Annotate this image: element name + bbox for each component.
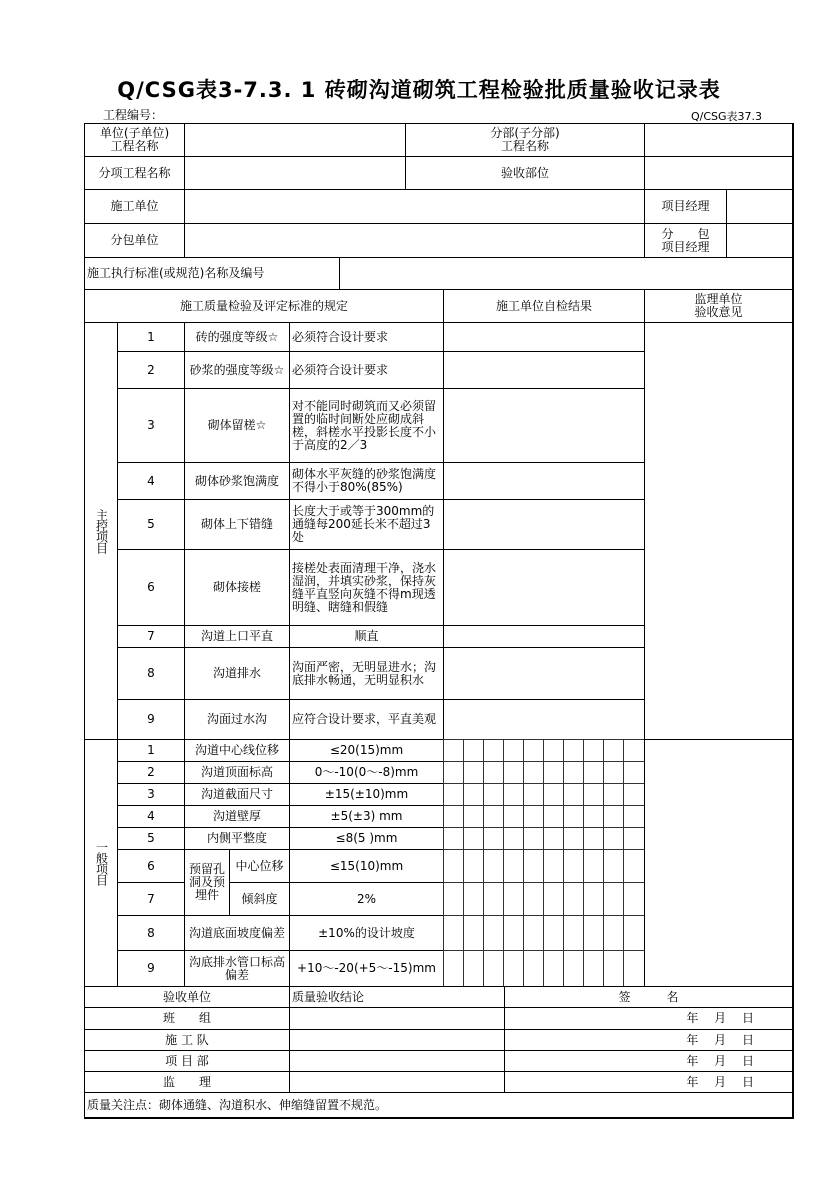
main-item-standard [289,625,444,648]
main-item-standard [289,499,444,550]
supervisor-opinion-header-text: 监理单位 验收意见 [694,292,743,319]
measurement-cell[interactable] [603,915,624,951]
general-item-name [184,915,290,951]
main-item-no-text: 5 [147,517,155,531]
sign-header-text: 签 名 [618,989,679,1004]
measurement-cell[interactable] [483,761,504,784]
main-item-name-text: 砖的强度等级☆ [195,329,279,344]
division-project-field[interactable] [644,123,793,157]
general-item-standard-text: 2% [356,891,377,906]
sub-item-project-label-text: 分项工程名称 [98,165,171,180]
self-check-header [443,289,645,323]
general-item-standard [289,827,444,850]
measurement-cell[interactable] [583,950,604,987]
general-item-name-text: 沟底排水管口标高偏差 [188,954,285,982]
acceptance-part-field[interactable] [644,156,793,190]
measurement-cell[interactable] [623,915,645,951]
project-manager-label [644,189,727,224]
measurement-cell[interactable] [623,761,645,784]
main-item-no [117,625,185,648]
main-item-name-text: 沟道排水 [212,666,261,680]
measurement-cell[interactable] [503,739,524,762]
general-item-standard [289,849,444,883]
sign-date-field-text: 年 月 日 [686,1011,754,1025]
main-item-no-text: 4 [147,473,155,488]
measurement-cell[interactable] [523,761,544,784]
division-project-label-text: 分部(子分部) 工程名称 [490,126,560,153]
main-item-no [117,499,185,550]
measurement-cell[interactable] [483,783,504,806]
main-item-standard-text: 沟面严密，无明显进水；沟底排水畅通，无明显积水 [292,659,437,687]
general-item-name-text: 沟道壁厚 [212,809,261,823]
measurement-cell[interactable] [543,915,564,951]
main-item-result[interactable] [443,462,645,500]
main-item-result[interactable] [443,322,645,352]
measurement-cell[interactable] [543,761,564,784]
supervisor-opinion-header [644,289,793,323]
measurement-cell[interactable] [523,950,544,987]
main-item-no-text: 2 [147,362,155,377]
main-item-name [184,647,290,700]
main-item-standard [289,388,444,463]
standard-name-label-text: 施工执行标准(或规范)名称及编号 [87,266,265,280]
main-item-name [184,388,290,463]
measurement-cell[interactable] [543,739,564,762]
general-item-no [117,805,185,828]
acceptance-part-label-text: 验收部位 [500,165,549,180]
main-item-result[interactable] [443,499,645,550]
acceptance-unit-name [84,1050,290,1072]
main-item-result[interactable] [443,351,645,389]
page-title: Q/CSG表3-7.3. 1 砖砌沟道砌筑工程检验批质量验收记录表 [117,78,721,102]
general-item-no-text: 4 [147,809,155,823]
measurement-cell[interactable] [463,915,484,951]
self-check-header-text: 施工单位自检结果 [495,298,592,313]
measurement-cell[interactable] [563,849,584,883]
measurement-cell[interactable] [523,849,544,883]
main-item-standard [289,549,444,626]
general-item-standard-text: ±15(±10)mm [324,787,409,801]
general-item-no [117,761,185,784]
construction-unit-label [84,189,185,224]
measurement-cell[interactable] [543,950,564,987]
acceptance-unit-name [84,1007,290,1030]
measurement-cell[interactable] [523,805,544,828]
measurement-cell[interactable] [503,783,524,806]
main-item-no [117,647,185,700]
acceptance-unit-header [84,986,290,1008]
measurement-cell[interactable] [623,805,645,828]
quality-spec-header [84,289,444,323]
measurement-cell[interactable] [503,805,524,828]
general-item-name [184,827,290,850]
main-item-standard [289,462,444,500]
sign-header [504,986,793,1008]
measurement-cell[interactable] [603,849,624,883]
subcontract-manager-label-text: 分 包 项目经理 [661,226,710,254]
measurement-cell[interactable] [583,761,604,784]
measurement-cell[interactable] [583,882,604,916]
measurement-cell[interactable] [503,882,524,916]
general-item-name-text: 沟道截面尺寸 [200,787,273,801]
general-item-name [229,882,290,916]
general-item-standard [289,915,444,951]
measurement-cell[interactable] [623,882,645,916]
main-control-label [84,322,118,740]
measurement-cell[interactable] [483,882,504,916]
main-item-no [117,699,185,740]
general-item-standard [289,761,444,784]
main-item-standard-text: 接槎处表面清理干净，浇水湿润，并填实砂浆，保持灰缝平直竖向灰缝不得m现透明缝、瞎缝和假缝 [292,560,437,614]
main-item-name [184,499,290,550]
main-item-no [117,351,185,389]
measurement-cell[interactable] [563,783,584,806]
measurement-cell[interactable] [623,783,645,806]
measurement-cell[interactable] [563,827,584,850]
main-item-standard-text: 顺直 [354,629,379,643]
general-item-no [117,950,185,987]
measurement-cell[interactable] [503,761,524,784]
main-item-no [117,549,185,626]
main-item-standard [289,647,444,700]
conclusion-field[interactable] [289,1029,505,1051]
main-item-name [184,351,290,389]
general-items-label-text: 一般项目 [94,841,109,885]
measurement-cell[interactable] [503,827,524,850]
main-item-no [117,322,185,352]
measurement-cell[interactable] [623,950,645,987]
general-item-no [117,827,185,850]
measurement-cell[interactable] [563,950,584,987]
measurement-cell[interactable] [583,915,604,951]
general-item-name [184,783,290,806]
measurement-cell[interactable] [483,739,504,762]
measurement-cell[interactable] [443,783,464,806]
main-item-name [184,699,290,740]
unit-project-label-text: 单位(子单位) 工程名称 [99,126,170,153]
general-item-no-text: 1 [147,743,155,757]
measurement-cell[interactable] [603,761,624,784]
measurement-cell[interactable] [543,827,564,850]
measurement-cell[interactable] [463,805,484,828]
general-item-standard-text: ≤20(15)mm [329,743,404,757]
general-item-name-text: 内侧平整度 [206,831,267,845]
main-item-no [117,462,185,500]
general-item-no [117,783,185,806]
measurement-cell[interactable] [463,827,484,850]
general-item-standard [289,783,444,806]
project-manager-label-text: 项目经理 [661,199,710,213]
measurement-cell[interactable] [483,849,504,883]
measurement-cell[interactable] [443,739,464,762]
measurement-cell[interactable] [463,882,484,916]
measurement-cell[interactable] [503,950,524,987]
sign-date-field[interactable] [504,1029,793,1051]
subcontract-unit-label-text: 分包单位 [110,233,159,247]
acceptance-unit-name [84,1029,290,1051]
general-item-no-text: 7 [147,891,155,906]
measurement-cell[interactable] [623,849,645,883]
main-item-name-text: 沟道上口平直 [200,629,273,643]
acceptance-unit-header-text: 验收单位 [162,989,211,1004]
general-item-no-text: 3 [147,787,155,801]
subcontract-manager-label [644,223,727,258]
measurement-cell[interactable] [563,739,584,762]
main-item-name-text: 砌体留槎☆ [207,418,267,432]
measurement-cell[interactable] [563,915,584,951]
general-item-standard-text: ≤15(10)mm [329,858,404,873]
construction-unit-field[interactable] [184,189,645,224]
general-supervisor-opinion-field[interactable] [644,739,793,987]
conclusion-field[interactable] [289,1050,505,1072]
general-item-name [184,739,290,762]
standard-name-label [84,257,340,290]
subcontract-unit-field[interactable] [184,223,645,258]
general-item-standard-text: +10～-20(+5～-15)mm [297,961,436,975]
general-item-name-text: 沟道底面坡度偏差 [188,925,285,940]
measurement-cell[interactable] [463,849,484,883]
main-item-no [117,388,185,463]
general-item-name-text: 沟道顶面标高 [200,765,273,779]
general-item-no-text: 5 [147,831,155,845]
measurement-cell[interactable] [603,950,624,987]
measurement-cell[interactable] [583,783,604,806]
general-item-name-text: 中心位移 [235,858,284,873]
main-item-result[interactable] [443,625,645,648]
general-item-standard [289,882,444,916]
acceptance-unit-name-text: 项 目 部 [165,1053,209,1068]
general-item-name-text: 倾斜度 [241,891,278,906]
general-item-name [184,761,290,784]
main-item-name-text: 砌体砂浆饱满度 [194,473,279,488]
measurement-cell[interactable] [563,761,584,784]
main-item-name [184,462,290,500]
general-item-no-text: 8 [147,925,155,940]
measurement-cell[interactable] [443,761,464,784]
embedded-parts-group-label [184,849,230,916]
sign-date-field[interactable] [504,1071,793,1093]
general-items-label [84,739,118,987]
general-item-no [117,915,185,951]
measurement-cell[interactable] [523,827,544,850]
measurement-cell[interactable] [523,739,544,762]
project-no-label: 工程编号： [103,108,164,122]
general-item-name [184,950,290,987]
measurement-cell[interactable] [443,805,464,828]
measurement-cell[interactable] [503,915,524,951]
main-item-standard-text: 必须符合设计要求 [292,362,389,377]
general-item-standard-text: ±10%的设计坡度 [318,925,415,940]
quality-spec-header-text: 施工质量检验及评定标准的规定 [179,298,348,313]
main-item-standard [289,351,444,389]
main-item-name-text: 砌体上下错缝 [200,517,273,531]
sub-item-project-field[interactable] [184,156,406,190]
sub-item-project-label [84,156,185,190]
main-item-standard [289,699,444,740]
main-item-standard-text: 必须符合设计要求 [292,329,389,344]
measurement-cell[interactable] [603,739,624,762]
sign-date-field[interactable] [504,1050,793,1072]
main-item-result[interactable] [443,549,645,626]
measurement-cell[interactable] [603,827,624,850]
main-item-no-text: 7 [147,629,155,643]
standard-name-field[interactable] [339,257,793,290]
measurement-cell[interactable] [543,849,564,883]
measurement-cell[interactable] [583,827,604,850]
measurement-cell[interactable] [563,882,584,916]
measurement-cell[interactable] [483,827,504,850]
embedded-parts-group-label-text: 预留孔洞及预埋件 [188,862,225,902]
general-item-no-text: 2 [147,765,155,779]
measurement-cell[interactable] [503,849,524,883]
measurement-cell[interactable] [483,805,504,828]
main-control-label-text: 主控项目 [94,509,109,553]
general-item-standard [289,950,444,987]
acceptance-unit-name-text: 监 理 [162,1074,211,1089]
measurement-cell[interactable] [483,915,504,951]
main-item-no-text: 8 [147,666,155,680]
main-item-name-text: 砂浆的强度等级☆ [189,362,285,377]
main-item-name-text: 砌体接槎 [212,580,261,594]
general-item-standard-text: ±5(±3) mm [330,809,403,823]
measurement-cell[interactable] [623,827,645,850]
general-item-standard [289,739,444,762]
subcontract-unit-label [84,223,185,258]
main-item-name-text: 沟面过水沟 [206,712,267,726]
measurement-cell[interactable] [583,739,604,762]
main-item-no-text: 9 [147,712,155,726]
main-item-result[interactable] [443,388,645,463]
construction-unit-label-text: 施工单位 [110,199,159,213]
measurement-cell[interactable] [583,849,604,883]
conclusion-field[interactable] [289,1007,505,1030]
main-item-no-text: 3 [147,418,155,432]
measurement-cell[interactable] [463,783,484,806]
main-item-result[interactable] [443,699,645,740]
conclusion-header [289,986,505,1008]
acceptance-part-label [405,156,645,190]
quality-note-text: 质量关注点：砌体通缝、沟道积水、伸缩缝留置不规范。 [87,1097,388,1112]
main-item-no-text: 6 [147,580,155,594]
general-item-name [229,849,290,883]
measurement-cell[interactable] [603,882,624,916]
acceptance-unit-name-text: 施 工 队 [165,1032,209,1047]
conclusion-header-text: 质量验收结论 [292,989,365,1004]
general-item-no [117,739,185,762]
general-item-standard-text: 0～-10(0～-8)mm [314,765,419,779]
measurement-cell[interactable] [483,950,504,987]
general-item-no [117,849,185,883]
main-item-name [184,625,290,648]
measurement-cell[interactable] [463,950,484,987]
measurement-cell[interactable] [583,805,604,828]
measurement-cell[interactable] [563,805,584,828]
form-code: Q/CSG表37.3 [690,110,762,123]
measurement-cell[interactable] [463,739,484,762]
conclusion-field[interactable] [289,1071,505,1093]
general-item-standard-text: ≤8(5 )mm [335,831,398,845]
measurement-cell[interactable] [523,915,544,951]
subcontract-manager-field[interactable] [726,223,793,258]
measurement-cell[interactable] [603,805,624,828]
main-supervisor-opinion-field[interactable] [644,322,793,740]
main-item-standard-text: 长度大于或等于300mm的通缝每200延长米不超过3处 [292,504,435,544]
measurement-cell[interactable] [623,739,645,762]
measurement-cell[interactable] [443,882,464,916]
general-item-name [184,805,290,828]
measurement-cell[interactable] [523,783,544,806]
main-item-name [184,549,290,626]
quality-note [84,1092,793,1118]
unit-project-label [84,123,185,157]
measurement-cell[interactable] [543,805,564,828]
measurement-cell[interactable] [443,950,464,987]
general-item-no-text: 6 [147,858,155,873]
sign-date-field-text: 年 月 日 [686,1053,754,1068]
unit-project-field[interactable] [184,123,406,157]
acceptance-unit-name-text: 班 组 [162,1011,211,1025]
general-item-no-text: 9 [147,961,155,975]
project-manager-field[interactable] [726,189,793,224]
sign-date-field[interactable] [504,1007,793,1030]
main-item-standard-text: 砌体水平灰缝的砂浆饱满度不得小于80%(85%) [292,467,437,494]
measurement-cell[interactable] [543,882,564,916]
main-item-name [184,322,290,352]
general-item-name-text: 沟道中心线位移 [194,743,279,757]
general-item-no [117,882,185,916]
general-item-standard [289,805,444,828]
main-item-result[interactable] [443,647,645,700]
sign-date-field-text: 年 月 日 [686,1032,754,1047]
measurement-cell[interactable] [463,761,484,784]
measurement-cell[interactable] [543,783,564,806]
measurement-cell[interactable] [443,849,464,883]
measurement-cell[interactable] [603,783,624,806]
main-item-no-text: 1 [147,329,155,344]
measurement-cell[interactable] [443,827,464,850]
measurement-cell[interactable] [443,915,464,951]
sign-date-field-text: 年 月 日 [686,1074,754,1089]
division-project-label [405,123,645,157]
main-item-standard-text: 应符合设计要求，平直美观 [292,712,437,726]
main-item-standard-text: 对不能同时砌筑而又必须留置的临时间断处应砌成斜槎，斜槎水平投影长度不小于高度的2／3 [292,398,437,452]
acceptance-unit-name [84,1071,290,1093]
main-item-standard [289,322,444,352]
measurement-cell[interactable] [523,882,544,916]
